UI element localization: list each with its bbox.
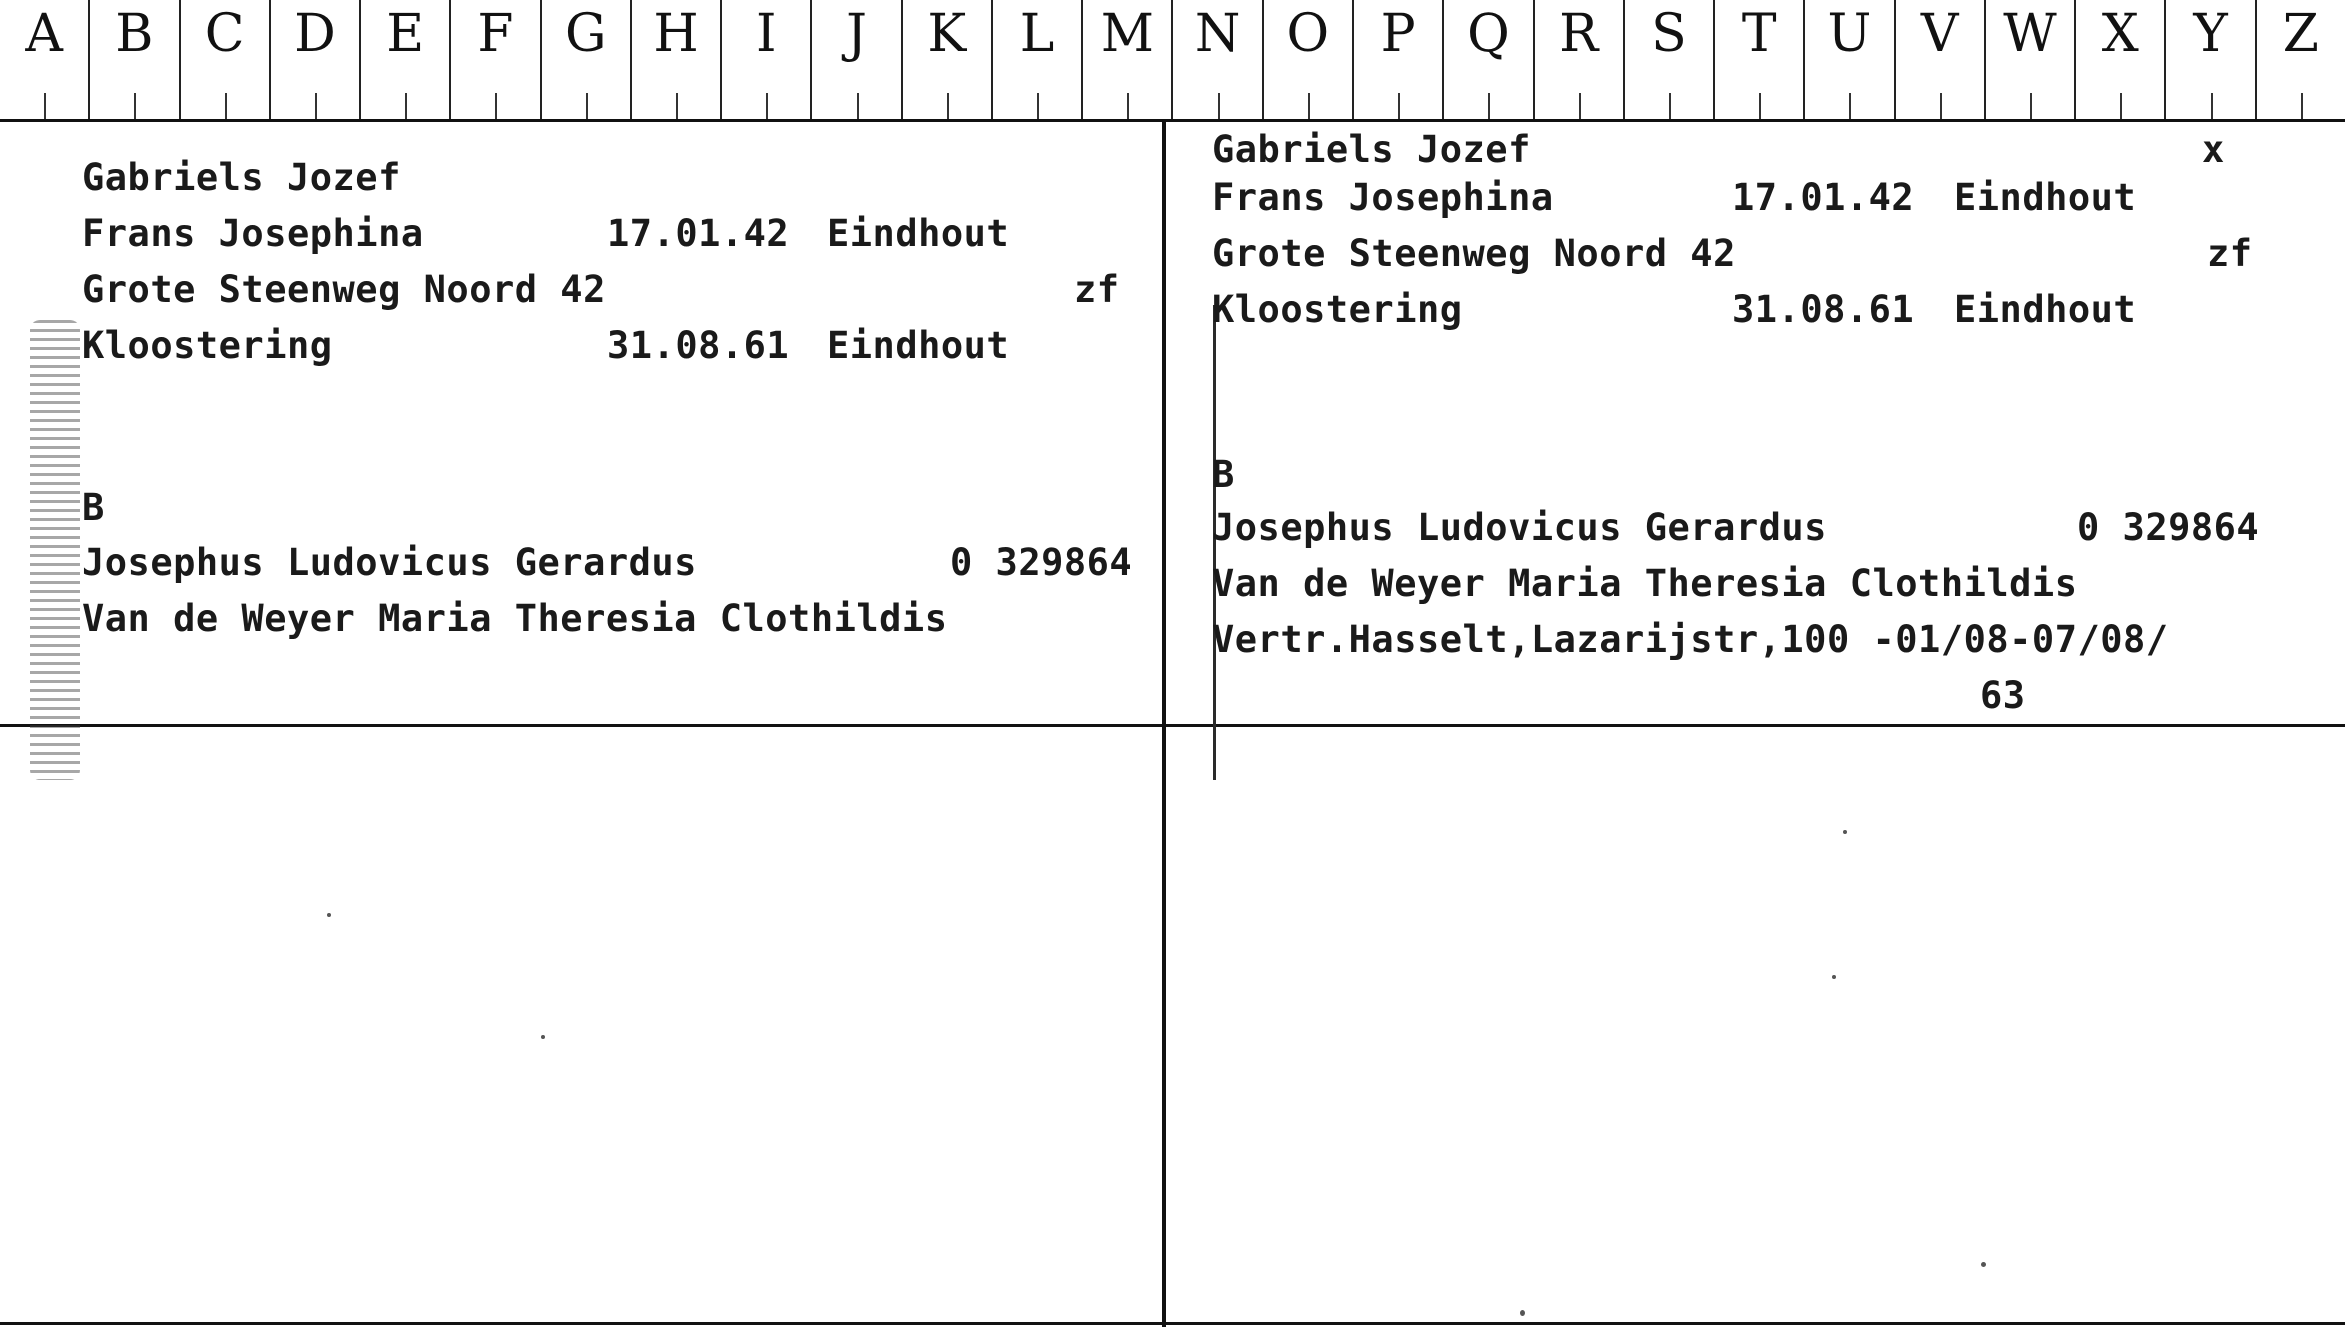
alphabet-cell <box>810 0 900 119</box>
alphabet-letter: P <box>1380 4 1416 64</box>
alphabet-cell <box>2255 0 2345 119</box>
alphabet-letter: I <box>755 4 777 64</box>
alphabet-cell <box>540 0 630 119</box>
alphabet-cell <box>901 0 991 119</box>
alphabet-cell <box>359 0 449 119</box>
right-name-mark: x <box>2202 128 2225 171</box>
alphabet-letter: U <box>1827 4 1872 64</box>
left-street-row <box>82 318 1010 374</box>
left-spouse-row <box>82 535 1133 591</box>
left-parent-date: 17.01.42 <box>607 212 790 255</box>
right-parent-row <box>1212 170 2137 226</box>
alphabet-letter: A <box>25 4 63 64</box>
alphabet-letter: K <box>927 4 967 64</box>
alphabet-cell <box>1533 0 1623 119</box>
right-parent-date: 17.01.42 <box>1732 176 1915 219</box>
left-street-name: Kloostering <box>82 324 333 367</box>
alphabet-letter: S <box>1651 4 1687 64</box>
right-street-row <box>1212 282 2137 338</box>
left-spouse-number: 0 329864 <box>950 541 1133 584</box>
scan-speck <box>1981 1262 1986 1267</box>
alphabet-cell <box>991 0 1081 119</box>
right-spouse-row <box>1212 500 2260 556</box>
alphabet-cell <box>1623 0 1713 119</box>
left-parent-place: Eindhout <box>827 212 1010 255</box>
alphabet-cell <box>179 0 269 119</box>
alphabet-cell <box>1171 0 1261 119</box>
right-transfer-number: 63 <box>1980 674 2026 717</box>
alphabet-cell <box>1803 0 1893 119</box>
alphabet-letter: W <box>2003 4 2057 64</box>
right-address-row <box>1212 226 2253 282</box>
alphabet-letter: H <box>653 4 699 64</box>
alphabet-letter: N <box>1194 4 1241 64</box>
left-spouse-name: Josephus Ludovicus Gerardus <box>82 541 697 584</box>
alphabet-cell <box>2164 0 2254 119</box>
alphabet-letter: F <box>477 4 514 64</box>
alphabet-cell <box>1262 0 1352 119</box>
alphabet-cell <box>88 0 178 119</box>
alphabet-letter: D <box>294 4 336 64</box>
right-street-place: Eindhout <box>1954 288 2137 331</box>
left-record-card <box>82 150 1152 710</box>
alphabet-cell <box>1894 0 1984 119</box>
alphabet-letter: B <box>115 4 154 64</box>
right-spouse-number: 0 329864 <box>2077 506 2260 549</box>
left-spouse2: Van de Weyer Maria Theresia Clothildis <box>82 597 948 640</box>
right-transfer: Vertr.Hasselt,Lazarijstr,100 -01/08-07/08/ <box>1212 618 2169 661</box>
alphabet-cell <box>1713 0 1803 119</box>
bottom-divider-line <box>0 1322 2345 1325</box>
alphabet-letter: V <box>1920 4 1959 64</box>
left-spouse2-row <box>82 591 948 647</box>
right-transfer-number-row <box>1212 668 2026 724</box>
left-street-place: Eindhout <box>827 324 1010 367</box>
alphabet-letter: R <box>1559 4 1599 64</box>
alphabet-letter: G <box>564 4 607 64</box>
alphabet-cell <box>0 0 88 119</box>
right-name: Gabriels Jozef <box>1212 128 1531 171</box>
alphabet-cell <box>720 0 810 119</box>
alphabet-letter: O <box>1286 4 1330 64</box>
right-section-letter: B <box>1212 453 1235 496</box>
alphabet-cell <box>1352 0 1442 119</box>
alphabet-letter: E <box>386 4 425 64</box>
right-parent-name: Frans Josephina <box>1212 176 1554 219</box>
alphabet-cell <box>1442 0 1532 119</box>
alphabet-letter: Z <box>2282 4 2319 64</box>
left-parent-name: Frans Josephina <box>82 212 424 255</box>
alphabet-letter: Y <box>2193 4 2228 64</box>
alphabet-letter: C <box>204 4 245 64</box>
alphabet-cell <box>1081 0 1171 119</box>
left-address: Grote Steenweg Noord 42 <box>82 268 606 311</box>
right-street-name: Kloostering <box>1212 288 1463 331</box>
left-section-letter: B <box>82 486 105 529</box>
alphabet-letter: M <box>1100 4 1154 64</box>
alphabet-index-bar <box>0 0 2345 122</box>
right-address-mark: zf <box>2207 232 2253 275</box>
alphabet-cell <box>269 0 359 119</box>
right-parent-place: Eindhout <box>1954 176 2137 219</box>
scan-smudge <box>30 320 80 780</box>
right-address: Grote Steenweg Noord 42 <box>1212 232 1736 275</box>
left-section-row <box>82 480 173 536</box>
alphabet-cell <box>630 0 720 119</box>
scan-speck <box>1520 1310 1525 1316</box>
left-name-row <box>82 150 401 206</box>
scan-speck <box>541 1035 545 1039</box>
scan-speck <box>327 913 331 917</box>
alphabet-letter: Q <box>1467 4 1510 64</box>
left-address-mark: zf <box>1074 268 1120 311</box>
alphabet-cell <box>1984 0 2074 119</box>
left-street-date: 31.08.61 <box>607 324 790 367</box>
alphabet-cell <box>2074 0 2164 119</box>
middle-divider-line <box>0 724 2345 727</box>
right-street-date: 31.08.61 <box>1732 288 1915 331</box>
right-record-card <box>1212 122 2322 722</box>
alphabet-cell <box>449 0 539 119</box>
alphabet-letter: T <box>1741 4 1777 64</box>
alphabet-letter: X <box>2101 4 2139 64</box>
right-section-row <box>1212 447 1303 503</box>
alphabet-letter: L <box>1019 4 1055 64</box>
right-spouse-name: Josephus Ludovicus Gerardus <box>1212 506 1827 549</box>
scan-speck <box>1843 830 1847 834</box>
left-name: Gabriels Jozef <box>82 156 401 199</box>
right-spouse2-row <box>1212 556 2078 612</box>
left-address-row <box>82 262 1120 318</box>
alphabet-letter: J <box>846 4 867 64</box>
scan-speck <box>1832 975 1836 979</box>
right-spouse2: Van de Weyer Maria Theresia Clothildis <box>1212 562 2078 605</box>
right-transfer-row <box>1212 612 2169 668</box>
left-parent-row <box>82 206 1010 262</box>
center-divider-line <box>1162 122 1166 1327</box>
